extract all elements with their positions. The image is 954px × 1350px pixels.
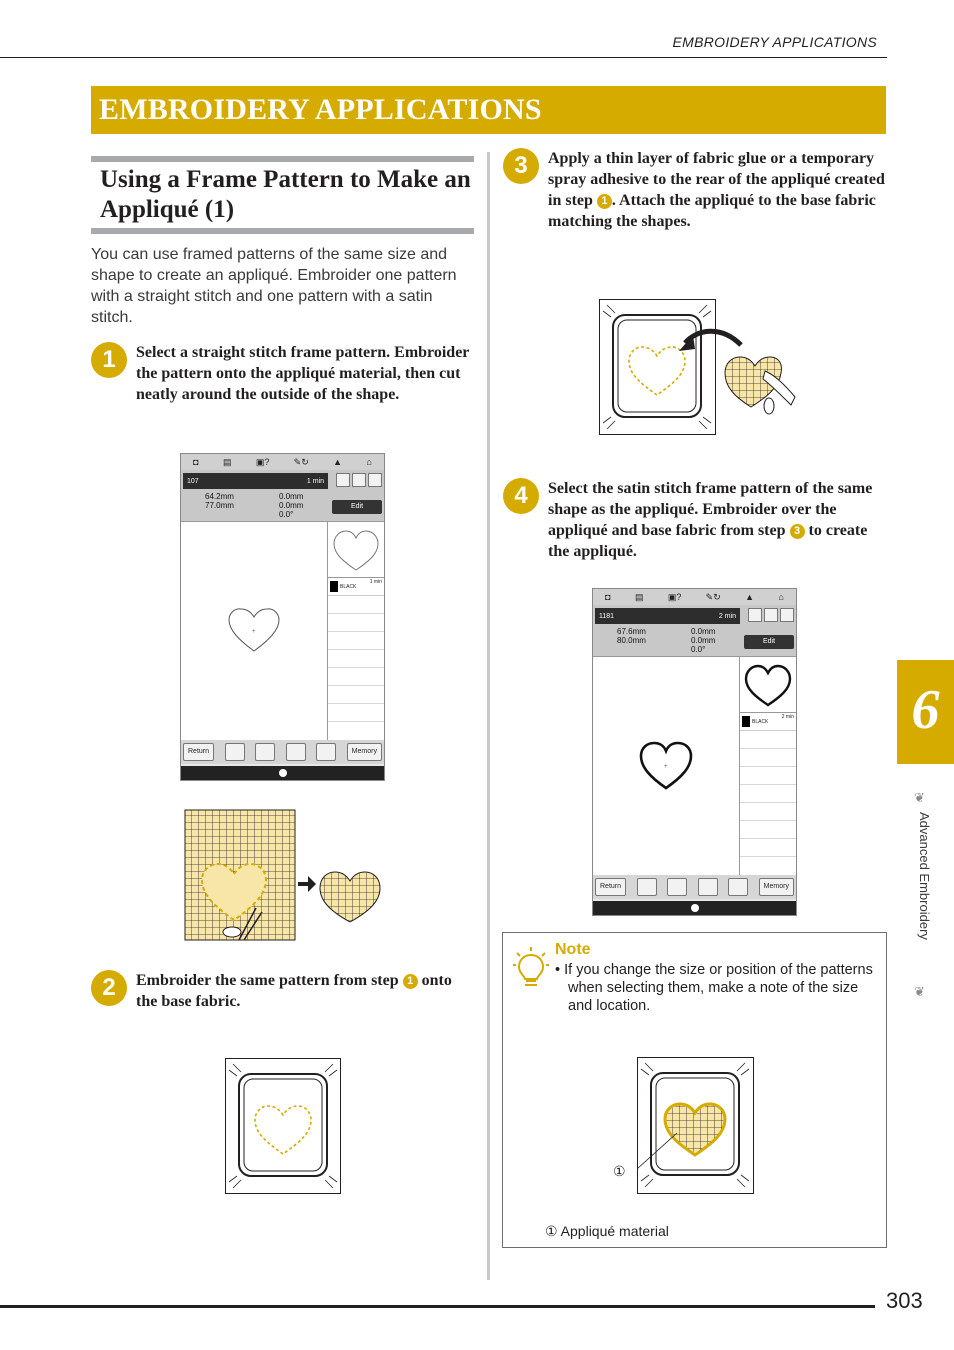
step-reference-badge: 1 — [597, 194, 612, 209]
size-values: 64.2mm 77.0mm — [205, 492, 234, 510]
attach-applique-illustration — [599, 299, 799, 437]
step-text: Select a straight stitch frame pattern. Embroider the pattern onto the appliqué material, then cut neatly around the outside of the shape. — [136, 344, 470, 403]
step-3 — [503, 148, 888, 258]
progress-row — [595, 608, 740, 624]
section-heading: Using a Frame Pattern to Make an Appliqué (1) — [100, 166, 471, 223]
svg-text:+: + — [664, 764, 668, 770]
stitch-count: 107 — [187, 477, 199, 485]
pattern-thumbnail — [740, 657, 796, 713]
memory-button: Memory — [759, 878, 794, 896]
finished-applique-illustration — [637, 1057, 755, 1195]
footer-rule — [0, 1305, 875, 1308]
position-values: 0.0mm 0.0mm 0.0° — [279, 492, 304, 519]
time-remaining: 2 min — [718, 612, 736, 620]
heart-pattern — [593, 657, 740, 875]
settings-icon: ✎↻ — [705, 591, 721, 602]
pattern-thumbnail — [328, 522, 384, 578]
figure-caption: ① Appliqué material — [545, 1223, 669, 1239]
lock-icon: ▲ — [333, 457, 343, 467]
presser-icon — [698, 878, 718, 896]
settings-icon: ✎↻ — [293, 456, 309, 467]
lcd-buttons — [748, 608, 794, 622]
lock-icon: ▲ — [745, 592, 755, 602]
section-heading-box — [91, 156, 474, 234]
chapter-side-label: Advanced Embroidery — [917, 812, 932, 940]
thread-color-row: BLACK 1 min — [328, 578, 384, 596]
heart-pattern — [181, 522, 328, 740]
stitch-icon — [637, 878, 657, 896]
stitch-icon — [225, 743, 245, 761]
lcd-toolbar — [181, 454, 384, 470]
lcd-bottom-bar — [593, 875, 796, 899]
lcd-footer — [593, 901, 796, 915]
needle-icon — [255, 743, 275, 761]
page-icon: ▤ — [222, 456, 232, 467]
step-text: Select the satin stitch frame pattern of the same shape as the appliqué. Embroider over the appliqué and base fabric from step 3 to create the appliqué. — [548, 480, 873, 560]
thread-color-row: BLACK 2 min — [740, 713, 796, 731]
page-title: EMBROIDERY APPLICATIONS — [99, 93, 542, 126]
flourish-icon: ❦ — [914, 790, 925, 805]
help-icon: ▣? — [255, 456, 270, 467]
callout-number: ① — [613, 1163, 626, 1179]
frame-icon — [728, 878, 748, 896]
chapter-number: 6 — [911, 679, 940, 741]
edit-button: Edit — [332, 500, 382, 514]
progress-row — [183, 473, 328, 489]
intro-paragraph: You can use framed patterns of the same size and shape to create an appliqué. Embroider one pattern with a straight stitch and one pattern with a satin stitch. — [91, 246, 457, 326]
size-values: 67.6mm 80.0mm — [617, 627, 646, 645]
step-text: Embroider the same pattern from step 1 onto the base fabric. — [136, 972, 452, 1010]
lcd-buttons — [336, 473, 382, 487]
header-rule — [0, 57, 887, 58]
time-remaining: 1 min — [306, 477, 324, 485]
note-box — [502, 932, 887, 1248]
cut-applique-illustration — [184, 808, 384, 944]
svg-text:+: + — [252, 629, 256, 635]
lcd-footer — [181, 766, 384, 780]
pattern-side-panel — [328, 522, 384, 740]
column-divider — [487, 152, 490, 1280]
step-number-badge: 2 — [91, 970, 127, 1006]
heart-thumbnail-icon — [330, 526, 382, 574]
lcd-info-panel — [593, 605, 796, 657]
position-values: 0.0mm 0.0mm 0.0° — [691, 627, 716, 654]
stitch-count: 1181 — [599, 612, 615, 620]
lcd-screen-1 — [180, 453, 385, 781]
camera-icon: ◘ — [193, 457, 199, 467]
lightbulb-icon — [513, 945, 549, 989]
step-2 — [91, 970, 476, 1016]
step-reference-badge: 1 — [403, 974, 418, 989]
lcd-info-panel — [181, 470, 384, 522]
page-icon: ▤ — [634, 591, 644, 602]
lcd-screen-2 — [592, 588, 797, 916]
camera-icon: ◘ — [605, 592, 611, 602]
step-4 — [503, 478, 888, 568]
page-number: 303 — [886, 1288, 923, 1313]
flourish-icon: ❦ — [914, 984, 925, 999]
step-number-badge: 4 — [503, 478, 539, 514]
step-text: Apply a thin layer of fabric glue or a temporary spray adhesive to the rear of the appliqué created in step 1 . Attach the appliqué to the base fabric matching the shapes. — [548, 150, 885, 230]
lcd-toolbar — [593, 589, 796, 605]
pattern-side-panel — [740, 657, 796, 875]
edit-button: Edit — [744, 635, 794, 649]
needle-icon — [667, 878, 687, 896]
chapter-tab — [897, 660, 954, 764]
embroidery-canvas — [181, 522, 328, 740]
return-button: Return — [183, 743, 214, 761]
step-1 — [91, 342, 476, 432]
title-bar — [91, 86, 886, 134]
return-button: Return — [595, 878, 626, 896]
step-number-badge: 3 — [503, 148, 539, 184]
note-title: Note — [555, 941, 591, 958]
running-head: EMBROIDERY APPLICATIONS — [672, 34, 877, 50]
lcd-bottom-bar — [181, 740, 384, 764]
note-text: • If you change the size or position of the patterns when selecting them, make a note of the size and location. — [555, 962, 873, 1014]
heart-thumbnail-icon — [742, 661, 794, 709]
home-icon: ⌂ — [366, 457, 372, 467]
presser-icon — [286, 743, 306, 761]
memory-button: Memory — [347, 743, 382, 761]
frame-icon — [316, 743, 336, 761]
step-reference-badge: 3 — [790, 524, 805, 539]
embroidery-canvas — [593, 657, 740, 875]
hoop-base-fabric-illustration — [225, 1058, 341, 1194]
help-icon: ▣? — [667, 591, 682, 602]
home-icon: ⌂ — [778, 592, 784, 602]
step-number-badge: 1 — [91, 342, 127, 378]
